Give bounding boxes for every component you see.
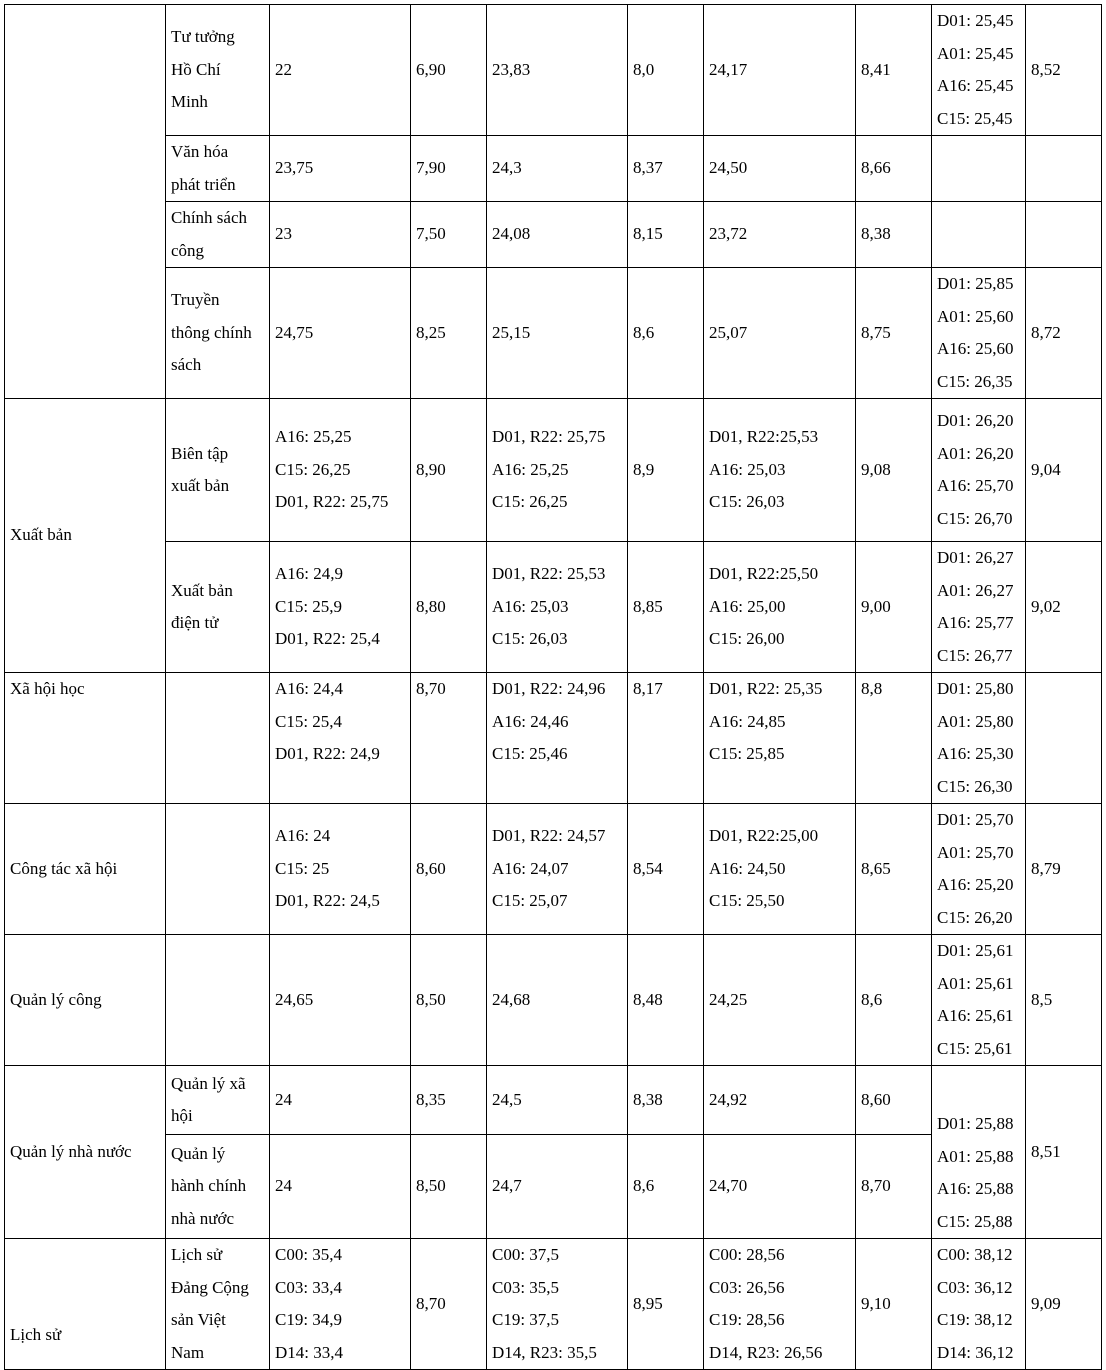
score-cell: 24,75 [270, 268, 411, 399]
score-cell: 24 [270, 1135, 411, 1239]
table-row [5, 5, 1102, 136]
table-row [5, 202, 1102, 268]
score-cell: 9,10 [856, 1239, 932, 1370]
score-cell: 7,50 [411, 202, 487, 268]
score-cell: 23,72 [704, 202, 856, 268]
combo-score-cell: D01: 25,85 A01: 25,60 A16: 25,60 C15: 26,35 [932, 268, 1026, 399]
table-row [5, 268, 1102, 399]
score-cell: 8,51 [1026, 1066, 1102, 1239]
table-row [5, 542, 1102, 673]
major-cell: Lịch sử [5, 1239, 166, 1370]
program-cell: Văn hóa phát triển [166, 136, 270, 202]
score-cell: 8,15 [628, 202, 704, 268]
score-cell [1026, 673, 1102, 804]
combo-score-cell: D01: 25,70 A01: 25,70 A16: 25,20 C15: 26,20 [932, 804, 1026, 935]
score-cell: 9,09 [1026, 1239, 1102, 1370]
score-cell: 8,85 [628, 542, 704, 673]
score-cell: D01, R22: 25,53 A16: 25,03 C15: 26,03 [487, 542, 628, 673]
table-row [5, 1239, 1102, 1370]
program-cell [166, 804, 270, 935]
score-cell: 24,68 [487, 935, 628, 1066]
score-cell [1026, 202, 1102, 268]
score-cell: C00: 37,5 C03: 35,5 C19: 37,5 D14, R23: 35,5 [487, 1239, 628, 1370]
score-cell: 8,54 [628, 804, 704, 935]
combo-score-cell: D01: 25,88 A01: 25,88 A16: 25,88 C15: 25,88 [932, 1066, 1026, 1239]
score-cell: A16: 25,25 C15: 26,25 D01, R22: 25,75 [270, 399, 411, 542]
program-cell: Xuất bản điện tử [166, 542, 270, 673]
score-cell: 8,38 [628, 1066, 704, 1135]
program-cell: Quản lý xã hội [166, 1066, 270, 1135]
score-cell: D01, R22: 24,96 A16: 24,46 C15: 25,46 [487, 673, 628, 804]
score-cell: 8,6 [628, 268, 704, 399]
score-cell: 24,65 [270, 935, 411, 1066]
score-cell: 8,5 [1026, 935, 1102, 1066]
score-cell: 24,7 [487, 1135, 628, 1239]
score-cell: 8,95 [628, 1239, 704, 1370]
score-cell: 8,50 [411, 935, 487, 1066]
score-cell: 24 [270, 1066, 411, 1135]
score-cell: 8,41 [856, 5, 932, 136]
major-cell: Xã hội học [5, 673, 166, 804]
score-cell: D01, R22: 24,57 A16: 24,07 C15: 25,07 [487, 804, 628, 935]
score-cell: 8,0 [628, 5, 704, 136]
score-cell: 8,8 [856, 673, 932, 804]
score-cell: 24,3 [487, 136, 628, 202]
program-cell: Chính sách công [166, 202, 270, 268]
combo-score-cell [932, 136, 1026, 202]
score-cell: C00: 35,4 C03: 33,4 C19: 34,9 D14: 33,4 [270, 1239, 411, 1370]
score-cell: 8,60 [411, 804, 487, 935]
score-cell: 8,66 [856, 136, 932, 202]
combo-score-cell: D01: 25,80 A01: 25,80 A16: 25,30 C15: 26,30 [932, 673, 1026, 804]
table-row [5, 673, 1102, 804]
program-cell [166, 935, 270, 1066]
score-cell: 8,65 [856, 804, 932, 935]
score-cell: 8,50 [411, 1135, 487, 1239]
score-cell: 8,90 [411, 399, 487, 542]
major-cell [5, 5, 166, 399]
score-cell: 22 [270, 5, 411, 136]
score-cell: D01, R22:25,50 A16: 25,00 C15: 26,00 [704, 542, 856, 673]
score-cell [1026, 136, 1102, 202]
score-cell: 8,70 [411, 1239, 487, 1370]
score-cell: 24,17 [704, 5, 856, 136]
score-cell: 23 [270, 202, 411, 268]
program-cell [166, 673, 270, 804]
score-cell: 25,15 [487, 268, 628, 399]
score-cell: 8,70 [411, 673, 487, 804]
program-cell: Lịch sử Đảng Cộng sản Việt Nam [166, 1239, 270, 1370]
score-cell: 8,48 [628, 935, 704, 1066]
score-cell: 9,04 [1026, 399, 1102, 542]
program-cell: Tư tưởng Hồ Chí Minh [166, 5, 270, 136]
major-cell: Quản lý nhà nước [5, 1066, 166, 1239]
score-cell: 23,75 [270, 136, 411, 202]
score-cell: 6,90 [411, 5, 487, 136]
score-cell: D01, R22: 25,35 A16: 24,85 C15: 25,85 [704, 673, 856, 804]
score-cell: C00: 28,56 C03: 26,56 C19: 28,56 D14, R23: 26,56 [704, 1239, 856, 1370]
score-cell: 8,72 [1026, 268, 1102, 399]
score-cell: 24,50 [704, 136, 856, 202]
table-row [5, 399, 1102, 542]
score-cell: 24,25 [704, 935, 856, 1066]
score-cell: 24,08 [487, 202, 628, 268]
program-cell: Truyền thông chính sách [166, 268, 270, 399]
score-cell: A16: 24,9 C15: 25,9 D01, R22: 25,4 [270, 542, 411, 673]
major-cell: Xuất bản [5, 399, 166, 673]
score-cell: 8,9 [628, 399, 704, 542]
score-cell: 9,02 [1026, 542, 1102, 673]
score-cell: A16: 24,4 C15: 25,4 D01, R22: 24,9 [270, 673, 411, 804]
score-cell: 8,6 [628, 1135, 704, 1239]
admission-scores-table [4, 4, 1102, 1370]
score-cell: D01, R22:25,00 A16: 24,50 C15: 25,50 [704, 804, 856, 935]
score-cell: 24,70 [704, 1135, 856, 1239]
score-cell: 23,83 [487, 5, 628, 136]
score-cell: A16: 24 C15: 25 D01, R22: 24,5 [270, 804, 411, 935]
score-cell: 8,79 [1026, 804, 1102, 935]
table-row [5, 136, 1102, 202]
major-cell: Công tác xã hội [5, 804, 166, 935]
program-cell: Quản lý hành chính nhà nước [166, 1135, 270, 1239]
score-cell: 8,6 [856, 935, 932, 1066]
score-cell: 8,35 [411, 1066, 487, 1135]
score-cell: 7,90 [411, 136, 487, 202]
score-cell: 8,38 [856, 202, 932, 268]
program-cell: Biên tập xuất bản [166, 399, 270, 542]
combo-score-cell: D01: 25,45 A01: 25,45 A16: 25,45 C15: 25,45 [932, 5, 1026, 136]
score-cell: 24,5 [487, 1066, 628, 1135]
score-cell: D01, R22:25,53 A16: 25,03 C15: 26,03 [704, 399, 856, 542]
score-cell: 9,08 [856, 399, 932, 542]
score-cell: 8,25 [411, 268, 487, 399]
score-cell: 8,75 [856, 268, 932, 399]
table-row [5, 935, 1102, 1066]
score-cell: 8,70 [856, 1135, 932, 1239]
combo-score-cell: D01: 26,27 A01: 26,27 A16: 25,77 C15: 26,77 [932, 542, 1026, 673]
score-cell: 8,37 [628, 136, 704, 202]
score-cell: 25,07 [704, 268, 856, 399]
table-row [5, 1066, 1102, 1135]
combo-score-cell [932, 202, 1026, 268]
major-cell: Quản lý công [5, 935, 166, 1066]
combo-score-cell: C00: 38,12 C03: 36,12 C19: 38,12 D14: 36,12 [932, 1239, 1026, 1370]
score-cell: D01, R22: 25,75 A16: 25,25 C15: 26,25 [487, 399, 628, 542]
score-cell: 8,60 [856, 1066, 932, 1135]
combo-score-cell: D01: 25,61 A01: 25,61 A16: 25,61 C15: 25,61 [932, 935, 1026, 1066]
score-cell: 8,17 [628, 673, 704, 804]
table-row [5, 804, 1102, 935]
score-cell: 9,00 [856, 542, 932, 673]
score-cell: 8,80 [411, 542, 487, 673]
combo-score-cell: D01: 26,20 A01: 26,20 A16: 25,70 C15: 26,70 [932, 399, 1026, 542]
score-cell: 8,52 [1026, 5, 1102, 136]
score-cell: 24,92 [704, 1066, 856, 1135]
